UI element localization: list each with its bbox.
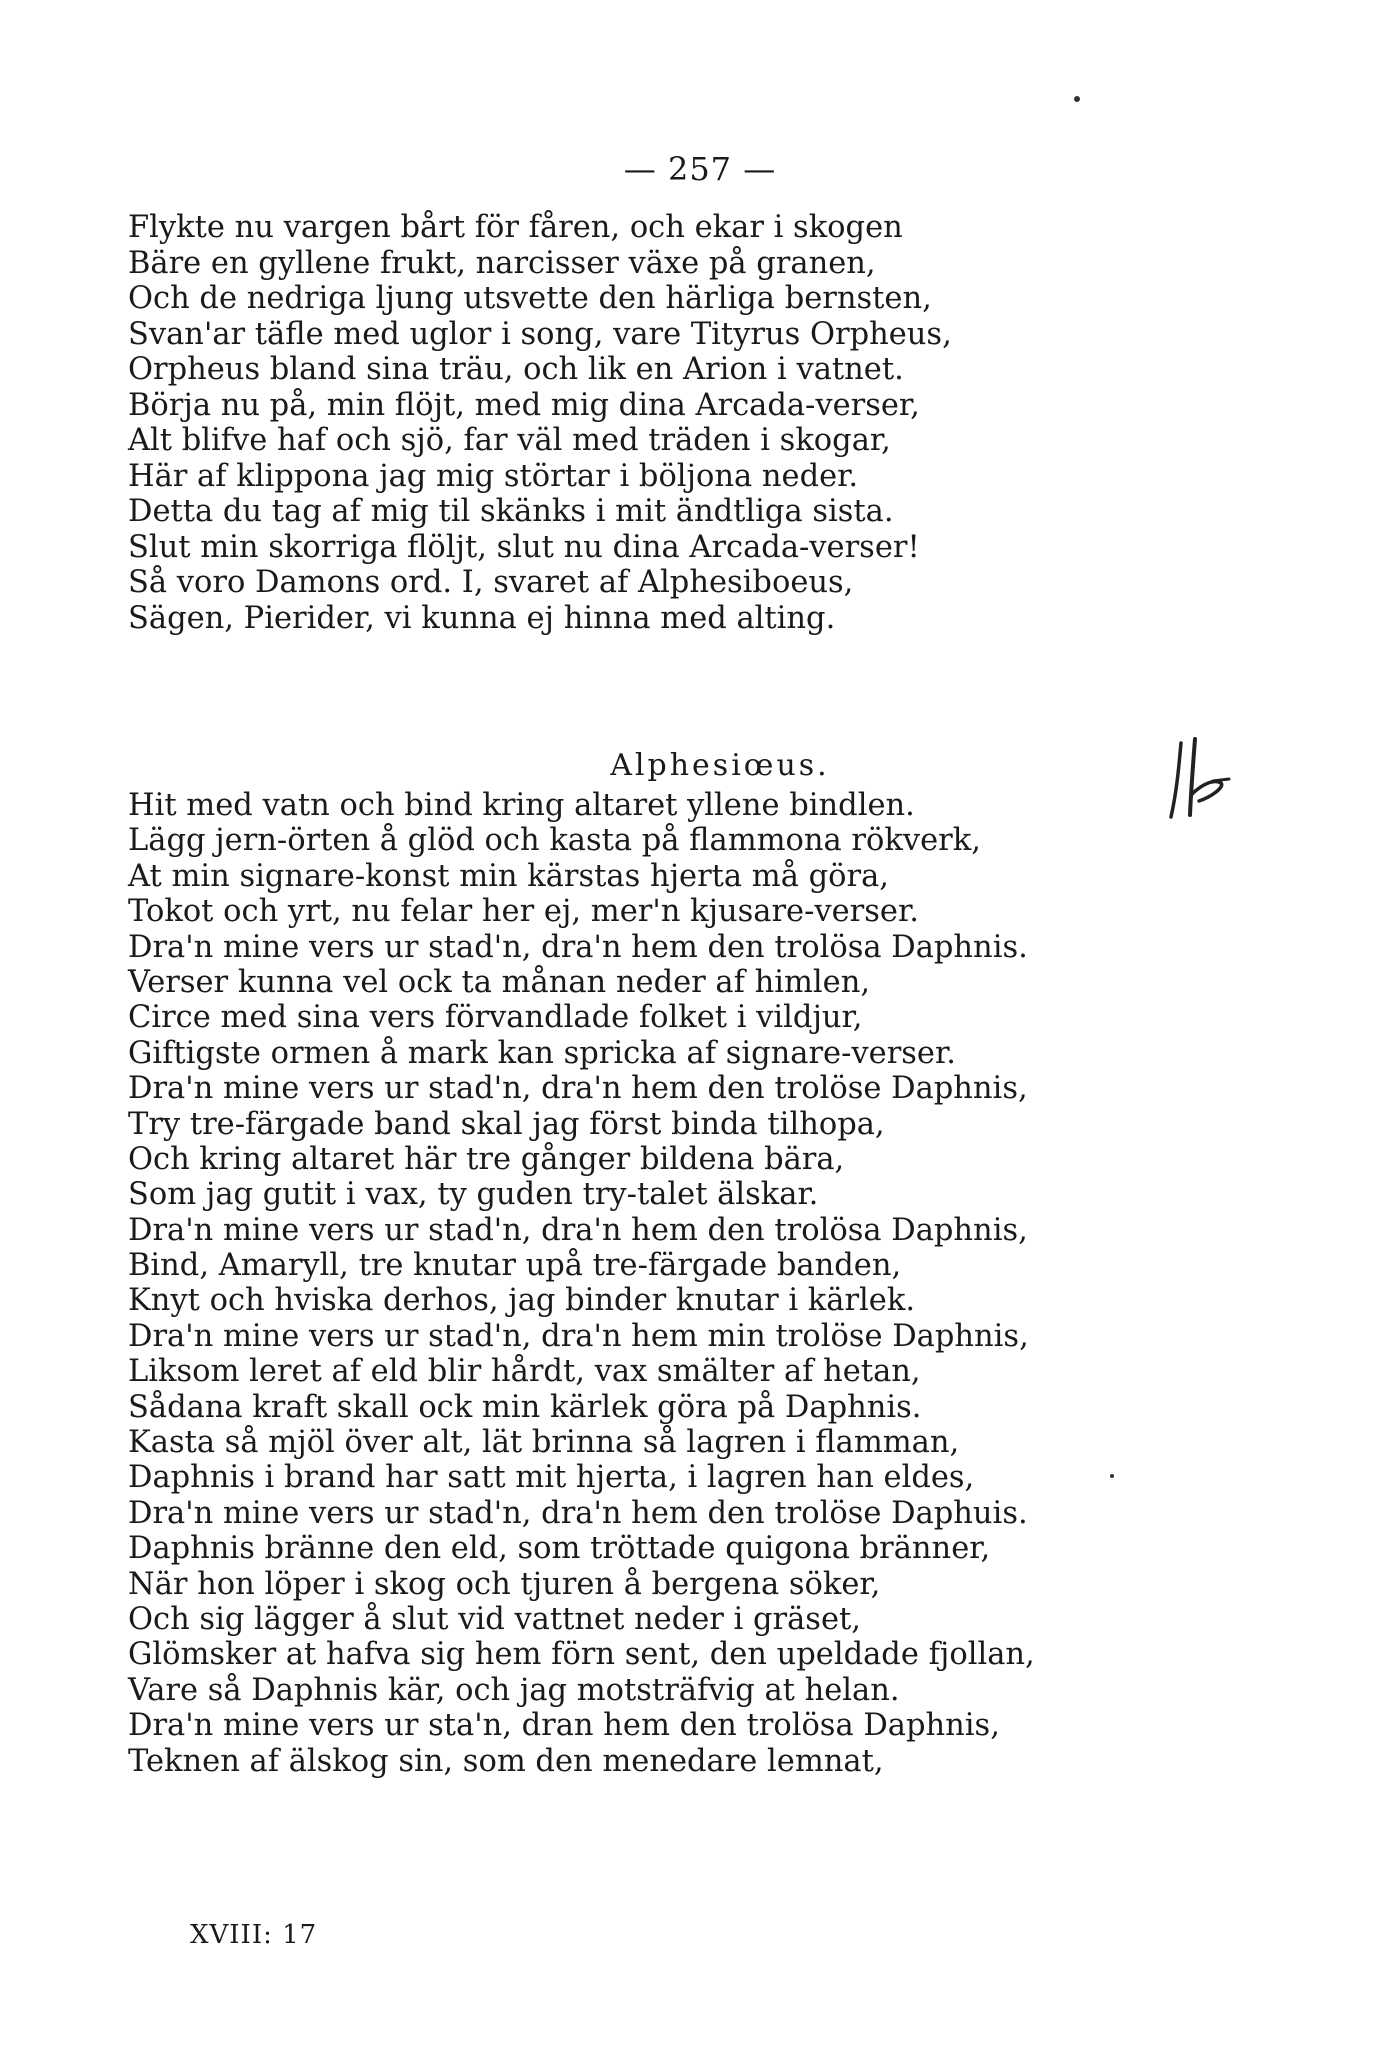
verse-line: Try tre-färgade band skal jag först binda tilhopa,	[128, 1106, 885, 1142]
verse-line: Bäre en gyllene frukt, narcisser växe på granen,	[128, 245, 876, 281]
verse-block-top	[128, 210, 952, 636]
verse-line: Daphnis bränne den eld, som tröttade quigona bränner,	[128, 1531, 991, 1567]
verse-line: Dra'n mine vers ur stad'n, dra'n hem den trolöse Daphuis.	[128, 1495, 1028, 1531]
verse-line: Teknen af älskog sin, som den menedare lemnat,	[128, 1743, 884, 1779]
verse-line: Som jag gutit i vax, ty guden try-talet älskar.	[128, 1177, 819, 1213]
verse-line: Och sig lägger å slut vid vattnet neder i gräset,	[128, 1601, 861, 1637]
verse-line: Dra'n mine vers ur sta'n, dran hem den trolösa Daphnis,	[128, 1708, 1000, 1744]
verse-line: Daphnis i brand har satt mit hjerta, i lagren han eldes,	[128, 1460, 975, 1496]
verse-line: Sådana kraft skall ock min kärlek göra på Daphnis.	[128, 1389, 922, 1425]
printer-signature: XVIII: 17	[190, 1920, 318, 1950]
section-heading: Alphesiœus.	[610, 748, 830, 783]
verse-line: Tokot och yrt, nu felar her ej, mer'n kjusare-verser.	[128, 894, 919, 930]
verse-line: Och de nedriga ljung utsvette den härliga bernsten,	[128, 281, 932, 316]
verse-line: Så voro Damons ord. I, svaret af Alphesiboeus,	[128, 565, 854, 600]
verse-line: Kasta så mjöl över alt, lät brinna så lagren i flamman,	[128, 1425, 960, 1461]
margin-annotation-handwritten	[1163, 735, 1233, 825]
verse-line: Detta du tag af mig til skänks i mit ändtliga sista.	[128, 494, 894, 529]
verse-line: Glömsker at hafva sig hem förn sent, den upeldade fjollan,	[128, 1637, 1035, 1673]
verse-line: Dra'n mine vers ur stad'n, dra'n hem min trolöse Daphnis,	[128, 1318, 1029, 1354]
paper-speck	[1074, 96, 1080, 102]
verse-line: Sägen, Pierider, vi kunna ej hinna med alting.	[128, 600, 836, 636]
verse-line: Dra'n mine vers ur stad'n, dra'n hem den trolösa Daphnis.	[128, 929, 1028, 965]
verse-line: Giftigste ormen å mark kan spricka af signare-verser.	[128, 1035, 956, 1071]
verse-line: Lägg jern-örten å glöd och kasta på flammona rökverk,	[128, 823, 981, 859]
verse-line: Hit med vatn och bind kring altaret yllene bindlen.	[128, 788, 915, 823]
verse-line: Flykte nu vargen bårt för fåren, och ekar i skogen	[128, 210, 903, 245]
verse-line: Verser kunna vel ock ta månan neder af himlen,	[128, 964, 871, 1000]
verse-line: Circe med sina vers förvandlade folket i vildjur,	[128, 1000, 863, 1036]
verse-line: Orpheus bland sina träu, och lik en Arion i vatnet.	[128, 352, 904, 387]
verse-line: Och kring altaret här tre gånger bildena bära,	[128, 1141, 845, 1177]
verse-line: Slut min skorriga flöljt, slut nu dina Arcada-verser!	[128, 529, 920, 565]
verse-line: Knyt och hviska derhos, jag binder knutar i kärlek.	[128, 1283, 916, 1319]
verse-line: Vare så Daphnis kär, och jag motsträfvig at helan.	[128, 1672, 900, 1708]
verse-line: Börja nu på, min flöjt, med mig dina Arcada-verser,	[128, 387, 920, 423]
verse-block-bottom	[128, 788, 1035, 1779]
page-number: — 257 —	[623, 150, 777, 188]
verse-line: Dra'n mine vers ur stad'n, dra'n hem den trolöse Daphnis,	[128, 1071, 1028, 1107]
paper-speck	[1110, 1474, 1114, 1478]
verse-line: Alt blifve haf och sjö, far väl med träden i skogar,	[128, 423, 891, 458]
verse-line: När hon löper i skog och tjuren å bergena söker,	[128, 1566, 881, 1602]
verse-line: Svan'ar täfle med uglor i song, vare Tityrus Orpheus,	[128, 316, 952, 352]
verse-line: Här af klippona jag mig störtar i böljona neder.	[128, 458, 859, 494]
verse-line: Liksom leret af eld blir hårdt, vax smälter af hetan,	[128, 1354, 921, 1390]
verse-line: Bind, Amaryll, tre knutar upå tre-färgade banden,	[128, 1248, 902, 1284]
verse-line: At min signare-konst min kärstas hjerta må göra,	[128, 858, 889, 894]
verse-line: Dra'n mine vers ur stad'n, dra'n hem den trolösa Daphnis,	[128, 1212, 1028, 1248]
